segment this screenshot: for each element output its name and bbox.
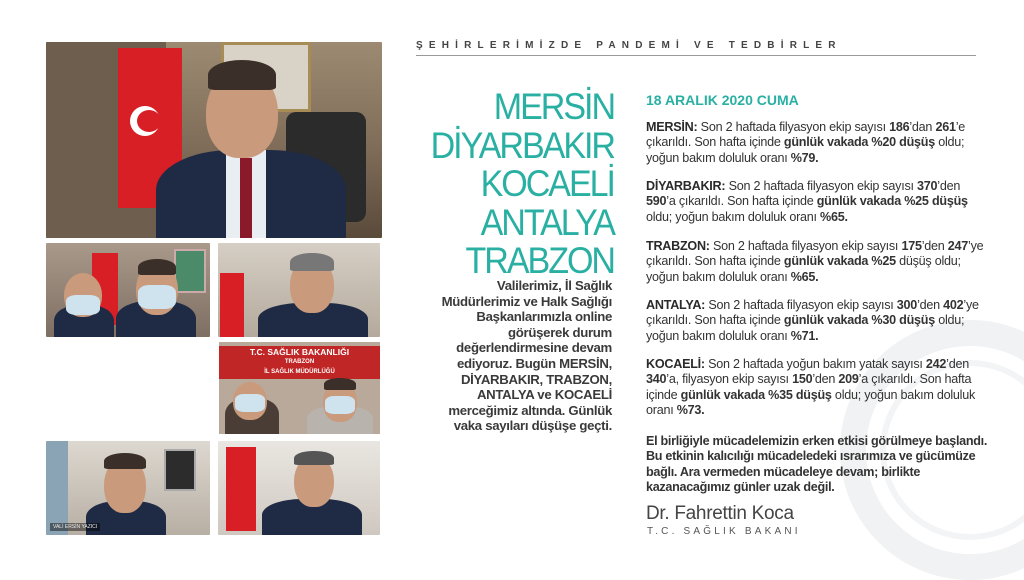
video-tile-1 xyxy=(46,243,210,337)
report-kocaeli: KOCAELİ: Son 2 haftada yoğun bakım yatak sayısı 242’den 340’a, filyasyon ekip sayısı 150’den 209’a çıkarıldı. Son hafta içinde günlük vakada %35 düşüş oldu; yoğun bakım doluluk oranı %73. xyxy=(646,357,976,418)
report-diyarbakir: DİYARBAKIR: Son 2 haftada filyasyon ekip sayısı 370’den 590’a çıkarıldı. Son hafta içinde günlük vakada %25 düşüş oldu; yoğun bakım doluluk oranı %65. xyxy=(646,179,968,224)
report-antalya: ANTALYA: Son 2 haftada filyasyon ekip sayısı 300’den 402’ye çıkarıldı. Son hafta içinde günlük vakada %30 düşüş oldu; yoğun bakım doluluk oranı %71. xyxy=(646,298,979,343)
banner-line-3: İL SAĞLIK MÜDÜRLÜĞÜ xyxy=(264,369,335,375)
nameplate: VALİ ERSİN YAZICI xyxy=(50,523,100,531)
series-title: ŞEHİRLERİMİZDE PANDEMİ VE TEDBİRLER xyxy=(416,40,842,51)
city-mersin: MERSİN xyxy=(493,86,614,127)
video-tile-4 xyxy=(46,441,210,535)
report-date: 18 ARALIK 2020 CUMA xyxy=(646,92,799,108)
signature-title: T.C. SAĞLIK BAKANI xyxy=(647,526,801,537)
video-tile-5 xyxy=(218,441,380,535)
main-video-photo xyxy=(46,42,382,238)
intro-text: Valilerimiz, İl Sağlık Müdürlerimiz ve Halk Sağlığı Başkanlarımızla online görüşerek durum değerlendirmesine devam ediyoruz. Bugün MERSİN, DİYARBAKIR, TRABZON, ANTALYA ve KOCAELİ merceğimiz altında. Günlük vaka sayıları düşüşe geçti. xyxy=(441,278,612,434)
city-diyarbakir: DİYARBAKIR xyxy=(430,124,614,166)
city-trabzon: TRABZON xyxy=(465,240,614,281)
city-antalya: ANTALYA xyxy=(480,201,614,243)
signature-name: Dr. Fahrettin Koca xyxy=(646,503,794,524)
city-kocaeli: KOCAELİ xyxy=(480,163,614,204)
video-tile-trabzon xyxy=(219,342,380,434)
header-divider xyxy=(416,55,976,56)
report-trabzon: TRABZON: Son 2 haftada filyasyon ekip sayısı 175’den 247’ye çıkarıldı. Son hafta içinde günlük vakada %25 düşüş oldu; yoğun bakım doluluk oranı %65. xyxy=(646,239,984,284)
closing-text: El birliğiyle mücadelemizin erken etkisi görülmeye başlandı. Bu etkinin kalıcılığı mücadeledeki ısrarımıza ve gücümüze bağlı. Ara vermeden mücadeleye devam; birlikte kazanacağımız günler uzak değil. xyxy=(646,434,988,495)
report-mersin: MERSİN: Son 2 haftada filyasyon ekip sayısı 186’dan 261’e çıkarıldı. Son hafta içinde günlük vakada %20 düşüş oldu; yoğun bakım doluluk oranı %79. xyxy=(646,120,966,165)
turkish-flag-icon xyxy=(226,447,256,531)
turkish-flag-icon xyxy=(220,273,244,337)
video-tile-2 xyxy=(218,243,380,337)
city-list xyxy=(396,88,614,281)
banner-line-1: T.C. SAĞLIK BAKANLIĞI xyxy=(249,347,350,357)
banner-line-2: TRABZON xyxy=(284,359,315,365)
